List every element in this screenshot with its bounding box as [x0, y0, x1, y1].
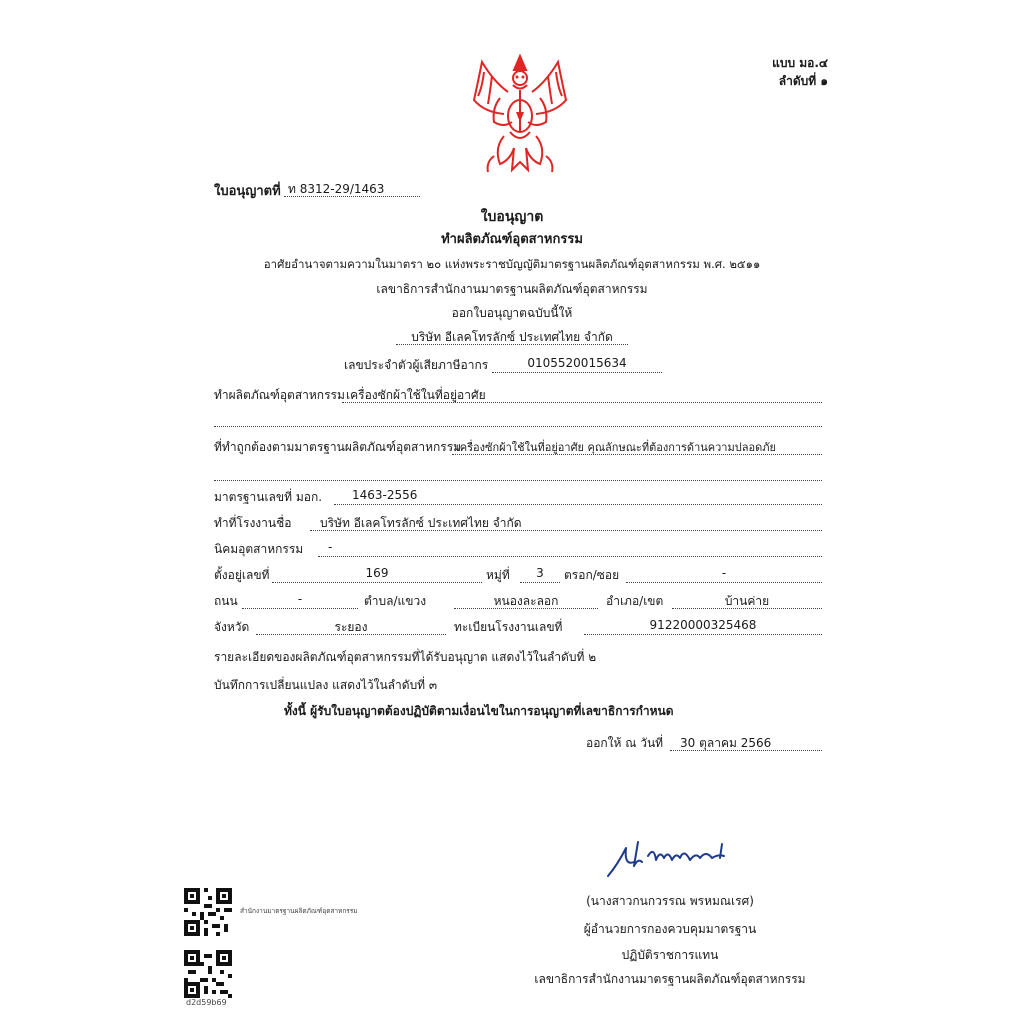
- district-value: [672, 592, 822, 609]
- standard-value: [334, 488, 822, 505]
- moo-value: [520, 566, 560, 583]
- soi-label: ตรอก/ซอย: [564, 568, 620, 582]
- product-label: ทำผลิตภัณฑ์อุตสาหกรรม: [214, 388, 345, 402]
- company-name-text: บริษัท อีเลคโทรลักซ์ ประเทศไทย จำกัด: [411, 330, 613, 344]
- factory-reg-label: ทะเบียนโรงงานเลขที่: [454, 620, 563, 634]
- agency-footer: สำนักงานมาตรฐานผลิตภัณฑ์อุตสาหกรรม: [240, 907, 358, 915]
- tax-id-text: 0105520015634: [527, 356, 627, 370]
- tax-id-value: [492, 356, 662, 373]
- province-text: ระยอง: [334, 620, 368, 634]
- estate-label: นิคมอุตสาหกรรม: [214, 542, 304, 556]
- signatory-name: (นางสาวกนกวรรณ พรหมณเรศ): [586, 894, 754, 908]
- verification-code: d2d59b69: [186, 998, 227, 1007]
- conforms-label: ที่ทำถูกต้องตามมาตรฐานผลิตภัณฑ์อุตสาหกรรม: [214, 440, 462, 454]
- province-value: [256, 618, 446, 635]
- address-no-label: ตั้งอยู่เลขที่: [214, 568, 270, 582]
- product-value: [342, 386, 822, 403]
- signatory-office: เลขาธิการสำนักงานมาตรฐานผลิตภัณฑ์อุตสาหกรรม: [534, 972, 806, 986]
- qr-code-icon: [184, 888, 232, 936]
- subdistrict-text: หนองละลอก: [493, 594, 559, 608]
- garuda-emblem-icon: [464, 52, 576, 178]
- subdistrict-label: ตำบล/แขวง: [364, 594, 427, 608]
- condition-note: ทั้งนี้ ผู้รับใบอนุญาตต้องปฏิบัติตามเงื่อนไขในการอนุญาตที่เลขาธิการกำหนด: [284, 704, 674, 718]
- conforms-value: [452, 438, 822, 455]
- issued-label: ออกให้ ณ วันที่: [586, 736, 664, 750]
- soi-text: -: [721, 566, 727, 580]
- road-value: [242, 592, 358, 609]
- product-continuation-line: [214, 410, 822, 427]
- moo-label: หมู่ที่: [486, 568, 510, 582]
- intro-line-3: ออกใบอนุญาตฉบับนี้ให้: [451, 306, 573, 320]
- conforms-continuation-line: [214, 464, 822, 481]
- details-note: รายละเอียดของผลิตภัณฑ์อุตสาหกรรมที่ได้รับอนุญาต แสดงไว้ในลำดับที่ ๒: [214, 650, 597, 664]
- signature-image: [604, 836, 734, 882]
- product-text: เครื่องซักผ้าใช้ในที่อยู่อาศัย: [346, 388, 486, 402]
- factory-value: [310, 514, 822, 531]
- soi-value: [626, 566, 822, 583]
- factory-label: ทำที่โรงงานชื่อ: [214, 516, 292, 530]
- address-no-text: 169: [365, 566, 389, 580]
- factory-text: บริษัท อีเลคโทรลักซ์ ประเทศไทย จำกัด: [320, 516, 522, 530]
- factory-reg-value: [584, 618, 822, 635]
- district-label: อำเภอ/เขต: [606, 594, 664, 608]
- intro-line-2: เลขาธิการสำนักงานมาตรฐานผลิตภัณฑ์อุตสาหกรรม: [376, 282, 648, 296]
- moo-text: 3: [536, 566, 544, 580]
- estate-value: [318, 540, 822, 557]
- province-label: จังหวัด: [214, 620, 250, 634]
- form-code: แบบ มอ.๔: [772, 56, 828, 70]
- address-no-value: [272, 566, 482, 583]
- license-no-label: ใบอนุญาตที่: [214, 184, 281, 199]
- factory-reg-text: 91220000325468: [649, 618, 757, 632]
- doc-subtitle: ทำผลิตภัณฑ์อุตสาหกรรม: [441, 232, 583, 247]
- district-text: บ้านค่าย: [724, 594, 770, 608]
- doc-title: ใบอนุญาต: [480, 209, 544, 225]
- issued-date: [670, 734, 822, 751]
- sequence-number: ลำดับที่ ๑: [778, 74, 828, 88]
- conforms-text: เครื่องซักผ้าใช้ในที่อยู่อาศัย คุณลักษณะที่ต้องการด้านความปลอดภัย: [456, 441, 776, 454]
- license-no-text: ท 8312-29/1463: [288, 182, 385, 196]
- standard-label: มาตรฐานเลขที่ มอก.: [214, 490, 323, 504]
- standard-text: 1463-2556: [352, 488, 418, 502]
- estate-text: -: [328, 540, 333, 554]
- signatory-position: ผู้อำนวยการกองควบคุมมาตรฐาน: [583, 922, 757, 936]
- road-label: ถนน: [214, 594, 238, 608]
- road-text: -: [297, 592, 303, 606]
- tax-id-label: เลขประจำตัวผู้เสียภาษีอากร: [344, 358, 489, 372]
- issued-date-text: 30 ตุลาคม 2566: [680, 736, 772, 750]
- license-no-value: [284, 180, 420, 197]
- intro-line-1: อาศัยอำนาจตามความในมาตรา ๒๐ แห่งพระราชบัญญัติมาตรฐานผลิตภัณฑ์อุตสาหกรรม พ.ศ. ๒๕๑๑: [263, 257, 761, 271]
- signatory-acting: ปฏิบัติราชการแทน: [621, 948, 719, 962]
- qr-code-icon: [184, 950, 232, 998]
- subdistrict-value: [454, 592, 598, 609]
- company-name: [396, 328, 628, 345]
- changes-note: บันทึกการเปลี่ยนแปลง แสดงไว้ในลำดับที่ ๓: [214, 678, 438, 692]
